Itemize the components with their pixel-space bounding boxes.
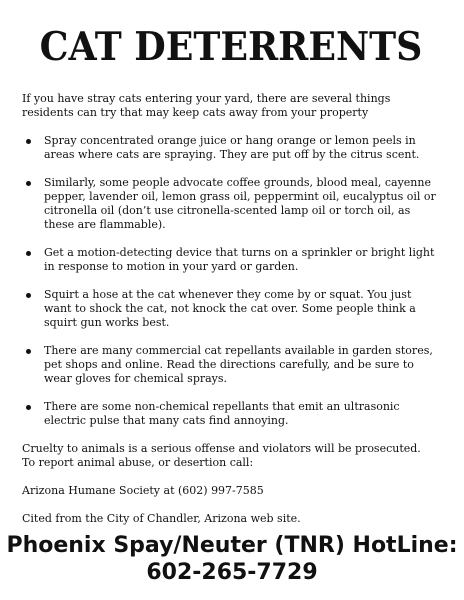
deterrent-list bbox=[22, 134, 440, 428]
list-item bbox=[22, 246, 440, 274]
cruelty-line: Cruelty to animals is a serious offense and violators will be prosecuted. bbox=[22, 442, 421, 455]
list-item-text: There are some non-chemical repellants that emit an ultrasonic electric pulse that many cats find annoying. bbox=[44, 400, 400, 427]
bullet-icon bbox=[26, 349, 31, 354]
bullet-icon bbox=[26, 251, 31, 256]
list-item bbox=[22, 344, 440, 386]
list-item-text: Spray concentrated orange juice or hang orange or lemon peels in areas where cats are spraying. They are put off by the citrus scent. bbox=[44, 134, 420, 161]
bullet-icon bbox=[26, 405, 31, 410]
list-item bbox=[22, 400, 440, 428]
list-item bbox=[22, 176, 440, 232]
intro-paragraph: If you have stray cats entering your yard, there are several things residents can try that may keep cats away from your property bbox=[22, 92, 391, 119]
cruelty-notice bbox=[22, 442, 440, 470]
list-item-text: Get a motion-detecting device that turns on a sprinkler or bright light in response to motion in your yard or garden. bbox=[44, 246, 435, 273]
humane-society-contact: Arizona Humane Society at (602) 997-7585 bbox=[22, 484, 264, 497]
list-item bbox=[22, 288, 440, 330]
bullet-icon bbox=[26, 293, 31, 298]
hotline-phone: 602-265-7729 bbox=[146, 560, 318, 585]
hotline-banner bbox=[0, 532, 464, 586]
hotline-label: Phoenix Spay/Neuter (TNR) HotLine: bbox=[6, 533, 458, 558]
list-item-text: Squirt a hose at the cat whenever they come by or squat. You just want to shock the cat, not knock the cat over. Some people think a squirt gun works best. bbox=[44, 288, 416, 329]
page-title: CAT DETERRENTS bbox=[39, 24, 423, 70]
citation: Cited from the City of Chandler, Arizona web site. bbox=[22, 512, 301, 525]
report-line: To report animal abuse, or desertion call: bbox=[22, 456, 254, 469]
list-item bbox=[22, 134, 440, 162]
list-item-text: There are many commercial cat repellants available in garden stores, pet shops and online. Read the directions carefully, and be sure to wear gloves for chemical sprays. bbox=[44, 344, 433, 385]
bullet-icon bbox=[26, 181, 31, 186]
bullet-icon bbox=[26, 139, 31, 144]
list-item-text: Similarly, some people advocate coffee grounds, blood meal, cayenne pepper, lavender oil, lemon grass oil, peppermint oil, eucalyptus oil or citronella oil (don’t use citronella-scented lamp oil or torch oil, as these are flammable). bbox=[44, 176, 436, 231]
